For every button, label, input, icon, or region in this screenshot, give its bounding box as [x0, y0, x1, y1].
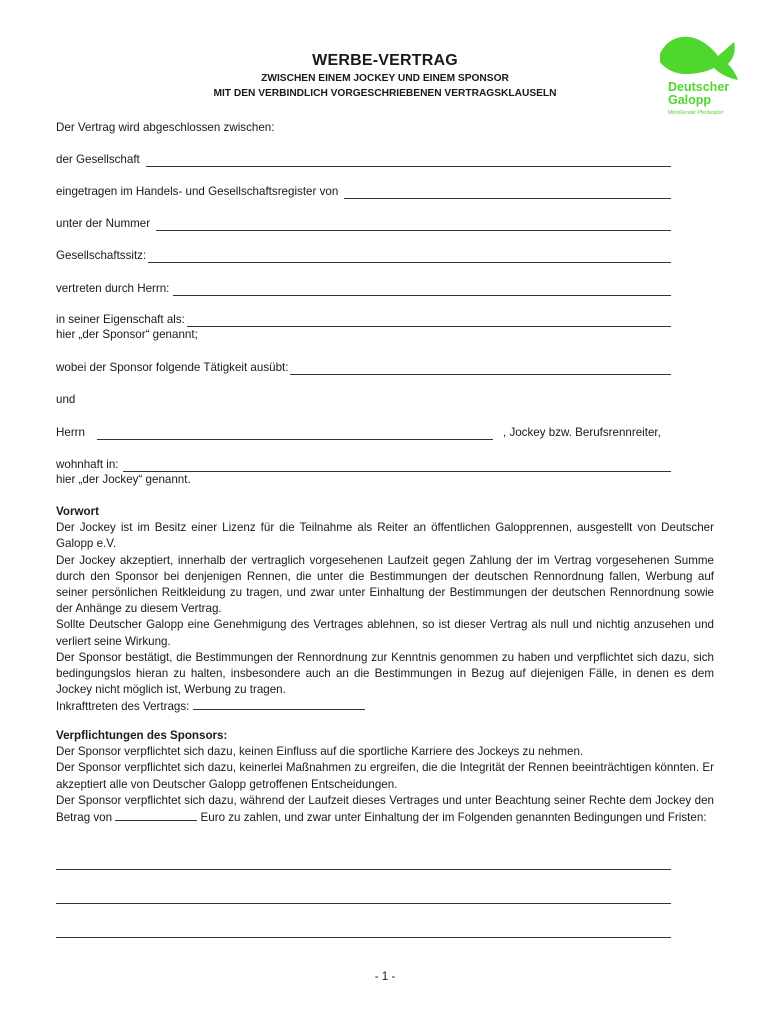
obligations-heading: Verpflichtungen des Sponsors:: [56, 729, 228, 742]
logo-tagline: Mitreißender Pferdesport: [668, 110, 724, 116]
logo-wordmark: [668, 81, 729, 107]
logo-mark: [656, 34, 740, 84]
mister-label: Herrn: [56, 426, 85, 439]
company-label: der Gesellschaft: [56, 153, 140, 166]
conditions-blank-line-1[interactable]: [56, 858, 671, 870]
preamble-paragraph-4: Der Sponsor bestätigt, die Bestimmungen der Rennordnung zur Kenntnis genommen zu haben und verpflichtet sich dazu, sich bedingungslos hieran zu halten, insbesondere auch an die Bestimmungen in Bezug auf diejenigen Fälle, in denen es dem Jockey nicht möglich ist, Werbung zu tragen.: [56, 650, 714, 697]
obligations-paragraph-2: Der Sponsor verpflichtet sich dazu, keinerlei Maßnahmen zu ergreifen, die die Integrität der Rennen beeinträchtigen könnten. Er akzeptiert alle von Deutscher Galopp getroffenen Entscheidungen.: [56, 761, 714, 791]
jockey-note: hier „der Jockey“ genannt.: [56, 473, 191, 486]
capacity-field: [56, 313, 671, 327]
amount-text-after: Euro zu zahlen, und zwar unter Einhaltung der im Folgenden genannten Bedingungen und Fristen:: [200, 811, 707, 825]
jockey-name-blank[interactable]: [97, 428, 493, 440]
sponsor-note: hier „der Sponsor“ genannt;: [56, 328, 198, 341]
register-label: eingetragen im Handels- und Gesellschaftsregister von: [56, 185, 339, 198]
residence-field: [56, 458, 671, 472]
subtitle-line-2: MIT DEN VERBINDLICH VORGESCHRIEBENEN VERTRAGSKLAUSELN: [213, 88, 557, 99]
represented-label: vertreten durch Herrn:: [56, 282, 170, 295]
preamble-paragraph-3: Sollte Deutscher Galopp eine Genehmigung des Vertrages ablehnen, so ist dieser Vertrag als null und nichtig anzusehen und verliert seine Wirkung.: [56, 618, 714, 648]
register-field: [56, 185, 671, 199]
obligations-section: [56, 728, 714, 826]
capacity-label: in seiner Eigenschaft als:: [56, 313, 185, 326]
company-blank[interactable]: [146, 155, 671, 167]
company-field: [56, 153, 671, 167]
amount-blank[interactable]: [115, 809, 197, 821]
preamble-paragraph-1: Der Jockey ist im Besitz einer Lizenz für die Teilnahme als Reiter an öffentlichen Galopprennen, ausgestellt von Deutscher Galopp e.V.: [56, 521, 714, 551]
and-text: und: [56, 393, 76, 406]
preamble-section: [56, 504, 714, 716]
preamble-heading: Vorwort: [56, 505, 99, 518]
seat-blank[interactable]: [148, 251, 671, 263]
logo-name-line-1: Deutscher: [668, 80, 730, 94]
seat-label: Gesellschaftssitz:: [56, 249, 147, 262]
effective-date-label: Inkrafttreten des Vertrags:: [56, 700, 190, 714]
page-number: - 1 -: [374, 970, 396, 983]
residence-blank[interactable]: [123, 460, 671, 472]
preamble-paragraph-2: Der Jockey akzeptiert, innerhalb der vertraglich vorgesehenen Laufzeit gegen Zahlung der im Vertrag vorgesehenen Summe durch den Sponsor bei denjenigen Rennen, die unter die Bestimmungen der deutschen Rennordnung fallen, Werbung auf seiner persönlichen Reitkleidung zu tragen, und zwar unter Einhaltung der Bestimmungen der deutschen Rennordnung sowie der Anhänge zu diesem Vertrag.: [56, 553, 714, 616]
intro-text: Der Vertrag wird abgeschlossen zwischen:: [56, 121, 275, 134]
jockey-role-label: , Jockey bzw. Berufsrennreiter,: [503, 426, 661, 439]
represented-blank[interactable]: [173, 284, 671, 296]
conditions-blank-line-3[interactable]: [56, 926, 671, 938]
subtitle-line-1: ZWISCHEN EINEM JOCKEY UND EINEM SPONSOR: [261, 73, 509, 84]
page-title: WERBE-VERTRAG: [312, 52, 458, 69]
capacity-blank[interactable]: [187, 315, 671, 327]
number-blank[interactable]: [156, 219, 671, 231]
number-label: unter der Nummer: [56, 217, 151, 230]
represented-field: [56, 282, 671, 296]
obligations-paragraph-3: [56, 793, 714, 826]
activity-label: wobei der Sponsor folgende Tätigkeit ausübt:: [56, 361, 289, 374]
effective-date-row: [56, 698, 714, 715]
jockey-name-field: [56, 426, 676, 440]
activity-field: [56, 361, 671, 375]
effective-date-blank[interactable]: [193, 698, 365, 710]
activity-blank[interactable]: [290, 363, 671, 375]
register-blank[interactable]: [344, 187, 671, 199]
residence-label: wohnhaft in:: [56, 458, 119, 471]
obligations-paragraph-1: Der Sponsor verpflichtet sich dazu, keinen Einfluss auf die sportliche Karriere des Jockeys zu nehmen.: [56, 745, 584, 759]
logo-name-line-2: Galopp: [668, 93, 712, 107]
number-field: [56, 217, 671, 231]
conditions-blank-line-2[interactable]: [56, 892, 671, 904]
seat-field: [56, 249, 671, 263]
amount-text-before: Der Sponsor verpflichtet sich dazu, während der Laufzeit dieses Vertrages und unter Beachtung seiner Rechte dem Jockey den Betrag von: [56, 793, 714, 825]
